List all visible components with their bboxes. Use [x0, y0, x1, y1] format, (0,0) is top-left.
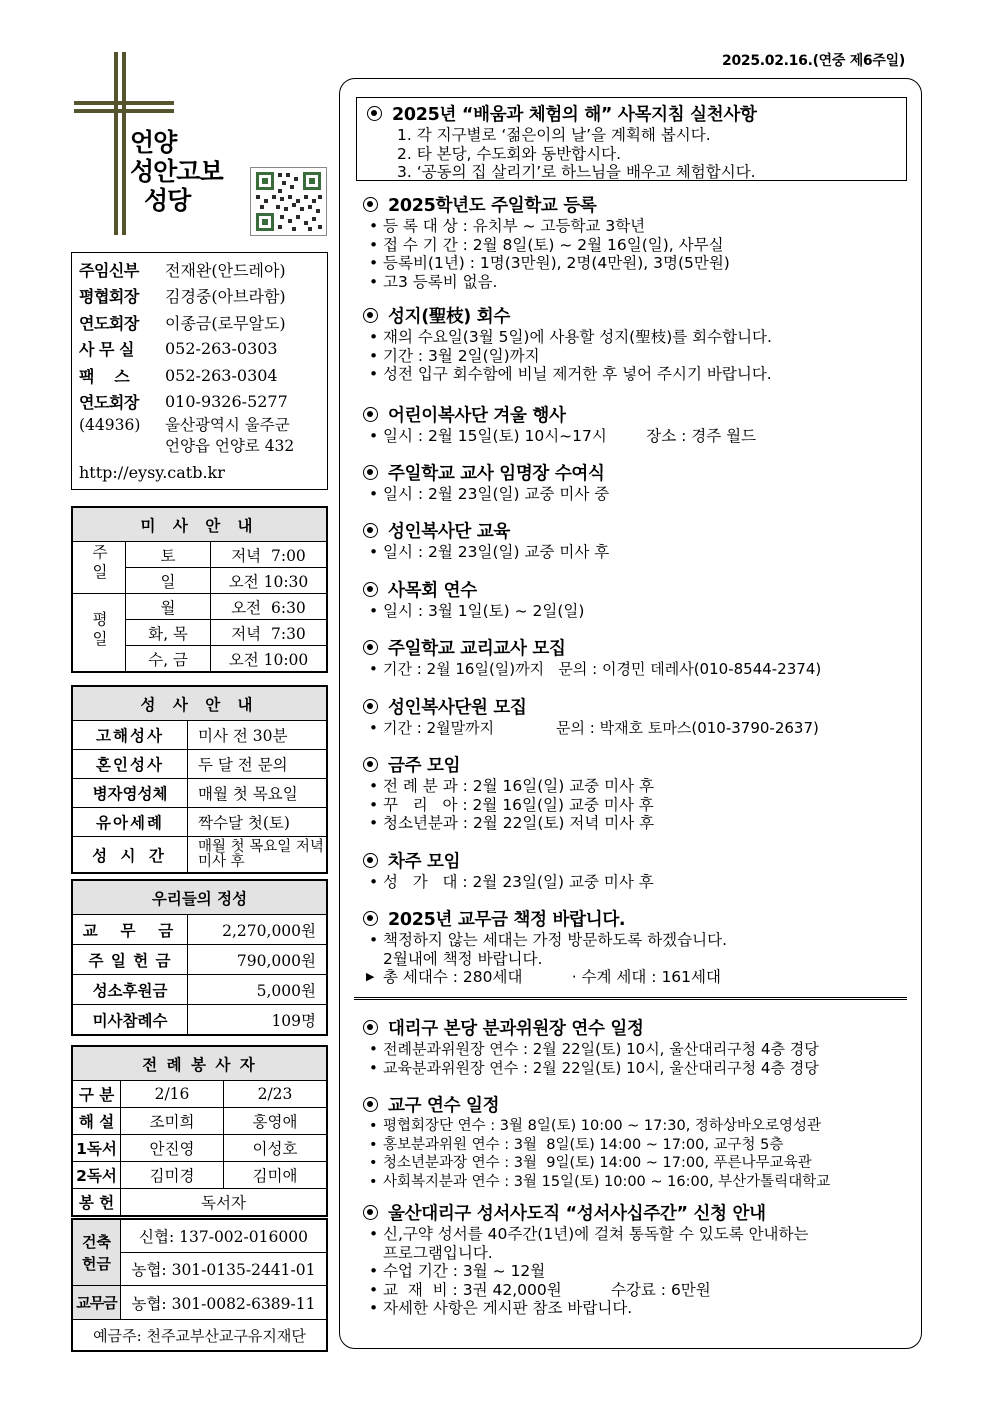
bullseye-icon: [363, 699, 378, 714]
double-divider: [354, 997, 907, 1000]
notice-section: 교구 연수 일정 • 평협회장단 연수 : 3월 8일(토) 10:00 ~ 17:30, 정하상바오로영성관 • 홍보분과위원 연수 : 3월 8일(토) 14:00 ~ 17:00, 교구청 5층 • 청소년분과장 연수 : 3월 9일(토) 14:00 ~ 17:00, 푸른나무교육관 • 사회복지분과 연수 : 3월 15일(토) 10:00 ~ 16:00, 부산가톨릭대학교: [363, 1092, 913, 1191]
info-row: 평협회장 김경중(아브라함): [79, 287, 286, 307]
notice-section: 성인복사단원 모집 • 기간 : 2월말까지 문의 : 박재호 토마스(010-3790-2637): [363, 694, 913, 738]
bullseye-icon: [363, 197, 378, 212]
liturgy-servers-table: 전 례 봉 사 자 구 분 2/16 2/23 해 설 조미희 홍영애 1독서 안진영 이성호 2독서 김미경 김미애 봉 헌 독서자: [71, 1045, 328, 1217]
address: (44936) 울산광역시 울주군: [79, 416, 290, 434]
notice-section: 주일학교 교사 임명장 수여식 • 일시 : 2월 23일(일) 교중 미사 중: [363, 460, 913, 504]
issue-date: 2025.02.16.(연중 제6주일): [722, 53, 905, 69]
parish-logo: [74, 52, 254, 242]
parish-info-box: 주임신부 전재완(안드레아) 평협회장 김경중(아브라함) 연도회장 이종금(로무알도) 사 무 실 052-263-0303 팩 스 052-263-0304 연도회장 010-9326-5277 (44936) 울산광역시 울주군 언양읍 언양로 432 http://eysy.catb.kr: [71, 252, 328, 490]
bullseye-icon: [363, 853, 378, 868]
weekday-label: 평일: [73, 594, 126, 672]
bullseye-icon: [363, 523, 378, 538]
parish-name: 언양 성안고보 성당: [130, 128, 223, 215]
bank-accounts-table: 건축헌금 신협: 137-002-016000 농협: 301-0135-2441-01 교무금 농협: 301-0082-6389-11 예금주: 천주교부산교구유지재단: [71, 1218, 328, 1352]
notice-section: 성인복사단 교육 • 일시 : 2월 23일(일) 교중 미사 후: [363, 518, 913, 562]
notice-section: 어린이복사단 겨울 행사 • 일시 : 2월 15일(토) 10시~17시 장소 : 경주 월드: [363, 402, 913, 446]
notice-section: 차주 모임 • 성 가 대 : 2월 23일(일) 교중 미사 후: [363, 848, 913, 892]
notice-section: 울산대리구 성서사도직 “성서사십주간” 신청 안내 • 신,구약 성서를 40주간(1년)에 걸쳐 통독할 수 있도록 안내하는 프로그램입니다. • 수업 기간 : 3월 ~ 12월 • 교 재 비 : 3권 42,000원 수강료 : 6만원 • 자세한 사항은 게시판 참조 바랍니다.: [363, 1200, 913, 1318]
bullseye-icon: [363, 1097, 378, 1112]
table-title: 미 사 안 내: [73, 508, 327, 542]
notice-section: 대리구 본당 분과위원장 연수 일정 • 전례분과위원장 연수 : 2월 22일(토) 10시, 울산대리구청 4층 경당 • 교육분과위원장 연수 : 2월 22일(토) 10시, 울산대리구청 4층 경당: [363, 1015, 913, 1077]
notice-section: 금주 모임 • 전 례 분 과 : 2월 16일(일) 교중 미사 후 • 꾸 리 아 : 2월 16일(일) 교중 미사 후 • 청소년분과 : 2월 22일(토) 저녁 미사 후: [363, 752, 913, 833]
qr-code-icon[interactable]: [250, 167, 327, 236]
bullseye-icon: [363, 582, 378, 597]
bullseye-icon: [363, 308, 378, 323]
notice-section: 2025년 교무금 책정 바랍니다. • 책정하지 않는 세대는 가정 방문하도록 하겠습니다. 2월내에 책정 바랍니다. ▶ 총 세대수 : 280세대 · 수계 세대 : 161세대: [363, 906, 913, 987]
info-row: 사 무 실 052-263-0303: [79, 339, 278, 360]
sunday-label: 주일: [73, 542, 126, 594]
notices-panel: [339, 78, 922, 1349]
bullseye-icon: [363, 465, 378, 480]
bullseye-icon: [363, 1020, 378, 1035]
offering-table: 우리들의 정성 교 무 금 2,270,000원 주 일 헌 금 790,000원 성소후원금 5,000원 미사참례수 109명: [71, 879, 328, 1036]
pastoral-guideline-box: 2025년 “배움과 체험의 해” 사목지침 실천사항 1. 각 지구별로 ‘젊은이의 날’을 계획해 봅시다. 2. 타 본당, 수도회와 동반합시다. 3. ‘공동의 집 살리기’로 하느님을 배우고 체험합시다.: [356, 97, 907, 181]
notice-section: 주일학교 교리교사 모집 • 기간 : 2월 16일(일)까지 문의 : 이경민 데레사(010-8544-2374): [363, 635, 913, 679]
mass-schedule-table: 미 사 안 내 주일 토 저녁 7:00 일 오전 10:30 평일 월 오전 6:30 화, 목 저녁 7:30 수, 금 오전 10:00: [71, 506, 328, 673]
notice-section: 사목회 연수 • 일시 : 3월 1일(토) ~ 2일(일): [363, 577, 913, 621]
bullseye-icon: [363, 1205, 378, 1220]
bullseye-icon: [363, 911, 378, 926]
bullseye-icon: [367, 106, 382, 121]
sacrament-table: 성 사 안 내 고해성사 미사 전 30분 혼인성사 두 달 전 문의 병자영성체 매월 첫 목요일 유아세례 짝수달 첫(토) 성 시 간 매월 첫 목요일 저녁미사 후: [71, 685, 328, 874]
bullseye-icon: [363, 407, 378, 422]
notice-section: 성지(聖枝) 회수 • 재의 수요일(3월 5일)에 사용할 성지(聖枝)를 회수합니다. • 기간 : 3월 2일(일)까지 • 성전 입구 회수함에 비닐 제거한 후 넣어 주시기 바랍니다.: [363, 303, 913, 384]
info-row: 주임신부 전재완(안드레아): [79, 260, 286, 280]
info-row: 연도회장 010-9326-5277: [79, 392, 288, 413]
bullseye-icon: [363, 757, 378, 772]
info-row: 연도회장 이종금(로무알도): [79, 313, 286, 333]
website-link[interactable]: http://eysy.catb.kr: [79, 463, 225, 482]
info-row: 팩 스 052-263-0304: [79, 365, 278, 386]
bullseye-icon: [363, 640, 378, 655]
notice-section: 2025학년도 주일학교 등록 • 등 록 대 상 : 유치부 ~ 고등학교 3학년 • 접 수 기 간 : 2월 8일(토) ~ 2월 16일(일), 사무실 • 등록비(1년) : 1명(3만원), 2명(4만원), 3명(5만원) • 고3 등록비 없음.: [363, 192, 913, 291]
